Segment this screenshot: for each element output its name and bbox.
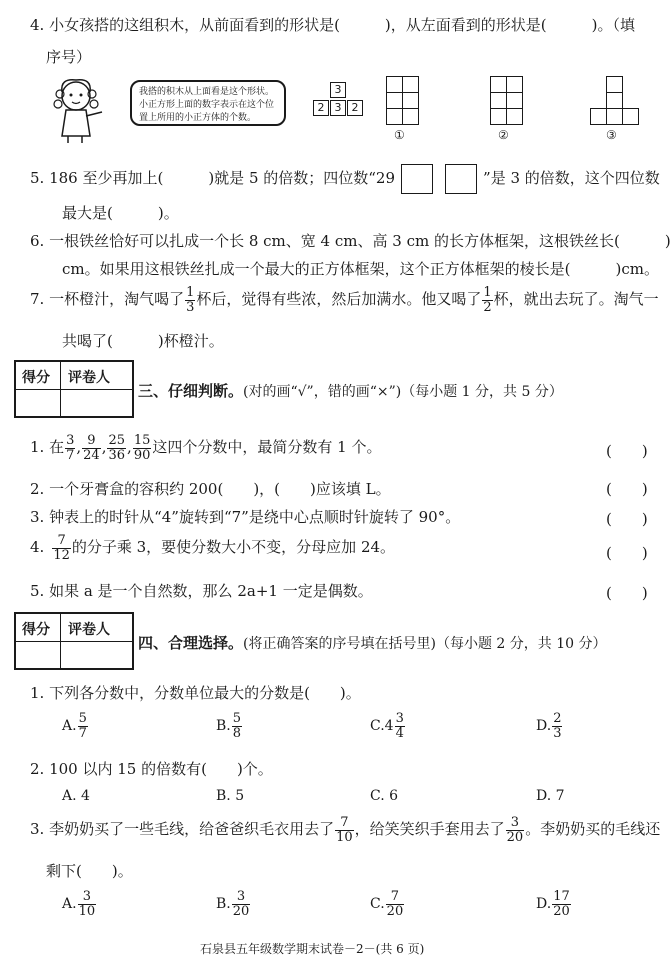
- section3-header: [138, 380, 563, 401]
- bubble-line-2: 小正方形上面的数字表示在这个位: [139, 100, 275, 110]
- view-option-2-label: ②: [498, 128, 509, 142]
- s3-q3: 3. 钟表上的时针从“4”旋转到“7”是绕中心点顺时针旋转了 90°。: [30, 508, 461, 526]
- q5-line2: 最大是( )。: [62, 204, 179, 222]
- q6-line1: 6. 一根铁丝恰好可以扎成一个长 8 cm、宽 4 cm、高 3 cm 的长方体框架，这根铁丝长( ): [30, 232, 671, 250]
- s3-q5: 5. 如果 a 是一个自然数，那么 2a+1 一定是偶数。: [30, 582, 373, 600]
- section4-header: [138, 632, 606, 653]
- fraction: $\frac{3}{7}$: [66, 433, 75, 463]
- answer-paren[interactable]: ( ): [606, 480, 648, 498]
- q7-line2: 共喝了( )杯橙汁。: [62, 332, 224, 350]
- q5-text-2: ”是 3 的倍数，这个四位数: [483, 169, 660, 187]
- fraction: $\frac{5}{8}$: [232, 711, 242, 741]
- grader-label: 评卷人: [68, 622, 110, 638]
- top-view-cell: 2: [347, 100, 363, 116]
- s3-q1-suffix: 这四个分数中，最简分数有 1 个。: [152, 438, 382, 457]
- fraction: $\frac{3}{4}$: [395, 711, 404, 741]
- top-view-cell: 2: [313, 100, 329, 116]
- q4-line2: 序号）: [46, 48, 92, 66]
- q4-line1: 4. 小女孩搭的这组积木，从前面看到的形状是( )，从左面看到的形状是( )。（填: [30, 16, 635, 34]
- digit-box-1[interactable]: [401, 164, 433, 194]
- fraction: $\frac{25}{36}$: [108, 433, 126, 463]
- option-c[interactable]: C.4 $\frac{3}{4}$: [370, 711, 404, 741]
- s3-q4: [30, 534, 395, 562]
- digit-box-2[interactable]: [445, 164, 477, 194]
- s3-q1: 1. 在 $\frac{3}{7}$ , $\frac{9}{24}$ , $\frac{25}{36}$ , $\frac{15}{90}$ 这四个分数中，最简分数有 1 个。: [30, 433, 382, 463]
- fraction: $\frac{3}{10}$: [78, 889, 96, 919]
- answer-paren[interactable]: ( ): [606, 544, 648, 562]
- fraction: $\frac{5}{7}$: [78, 711, 87, 741]
- section4-title: 四、合理选择。: [138, 634, 244, 652]
- option-b[interactable]: B. $\frac{5}{8}$: [216, 711, 242, 741]
- s3-q1-prefix: 1. 在: [30, 438, 65, 457]
- fraction: $\frac{15}{90}$: [133, 433, 151, 463]
- option-d[interactable]: D. $\frac{17}{20}$: [536, 889, 570, 919]
- s4-q3-line2: 剩下( )。: [46, 862, 133, 880]
- score-label: 得分: [22, 622, 50, 638]
- q7-text-2: 杯后，觉得有些浓，然后加满水。他又喝了: [196, 290, 482, 309]
- answer-paren[interactable]: ( ): [606, 510, 648, 528]
- option-a[interactable]: A. $\frac{5}{7}$: [62, 711, 87, 741]
- girl-illustration: [50, 74, 120, 144]
- q7-text-1: 7. 一杯橙汁，淘气喝了: [30, 290, 185, 309]
- top-view-cell: 3: [330, 82, 346, 98]
- s3-q4-suffix: 的分子乘 3，要使分数大小不变，分母应加 24。: [71, 538, 396, 557]
- q7-text-3: 杯，就出去玩了。淘气一: [493, 290, 659, 309]
- s4-q3-line1: [30, 816, 660, 844]
- option-c[interactable]: C. 6: [370, 788, 399, 804]
- speech-bubble: [130, 80, 286, 126]
- s3-q2: 2. 一个牙膏盒的容积约 200( )，( )应该填 L。: [30, 480, 391, 498]
- score-label: 得分: [22, 370, 50, 386]
- score-box: [14, 612, 134, 670]
- fraction: $\frac{7}{10}$: [336, 815, 353, 845]
- fraction: $\frac{3}{20}$: [232, 889, 250, 919]
- score-box: [14, 360, 134, 418]
- s4-q3-text-2: ，给笑笑织手套用去了: [354, 820, 505, 839]
- grader-label: 评卷人: [68, 370, 110, 386]
- q5-text-1: 5. 186 至少再加上( )就是 5 的倍数；四位数“29: [30, 169, 396, 187]
- option-c[interactable]: C. $\frac{7}{20}$: [370, 889, 404, 919]
- top-view-cell: 3: [330, 100, 346, 116]
- s4-q1: 1. 下列各分数中，分数单位最大的分数是( )。: [30, 684, 361, 702]
- answer-paren[interactable]: ( ): [606, 584, 648, 602]
- option-b[interactable]: B. 5: [216, 788, 245, 804]
- page-footer: 石泉县五年级数学期末试卷－2－(共 6 页): [200, 942, 425, 956]
- s4-q3-text-3: 。李奶奶买的毛线还: [525, 820, 661, 839]
- view-option-1-label: ①: [394, 128, 405, 142]
- s3-q4-prefix: 4.: [30, 538, 45, 557]
- s4-q3-text-1: 3. 李奶奶买了一些毛线，给爸爸织毛衣用去了: [30, 820, 335, 839]
- option-a[interactable]: A. $\frac{3}{10}$: [62, 889, 96, 919]
- fraction: $\frac{2}{3}$: [553, 711, 562, 741]
- answer-paren[interactable]: ( ): [606, 442, 648, 460]
- fraction: $\frac{3}{20}$: [506, 815, 524, 845]
- section3-title: 三、仔细判断。: [138, 382, 244, 400]
- fraction: $\frac{9}{24}$: [83, 433, 100, 463]
- q5-line1: [30, 164, 660, 194]
- option-b[interactable]: B. $\frac{3}{20}$: [216, 889, 250, 919]
- view-option-3-label: ③: [606, 128, 617, 142]
- fraction: $\frac{1}{2}$: [483, 285, 492, 315]
- option-a[interactable]: A. 4: [62, 788, 90, 804]
- fraction: $\frac{7}{20}$: [386, 889, 404, 919]
- s4-q2: 2. 100 以内 15 的倍数有( )个。: [30, 760, 273, 778]
- fraction: $\frac{1}{3}$: [186, 285, 195, 315]
- section3-desc: (对的画“√”，错的画“×”)（每小题 1 分，共 5 分）: [243, 384, 563, 400]
- fraction: $\frac{17}{20}$: [553, 889, 570, 919]
- bubble-line-3: 置上所用的小正方体的个数。: [139, 113, 257, 123]
- bubble-line-1: 我搭的积木从上面看是这个形状。: [139, 87, 275, 97]
- q7-line1: [30, 286, 659, 314]
- q6-line2: cm。如果用这根铁丝扎成一个最大的正方体框架，这个正方体框架的棱长是( )cm。: [62, 260, 659, 278]
- option-d[interactable]: D. 7: [536, 788, 565, 804]
- section4-desc: (将正确答案的序号填在括号里)（每小题 2 分，共 10 分）: [243, 636, 607, 652]
- option-d[interactable]: D. $\frac{2}{3}$: [536, 711, 562, 741]
- fraction: $\frac{7}{12}$: [53, 533, 70, 563]
